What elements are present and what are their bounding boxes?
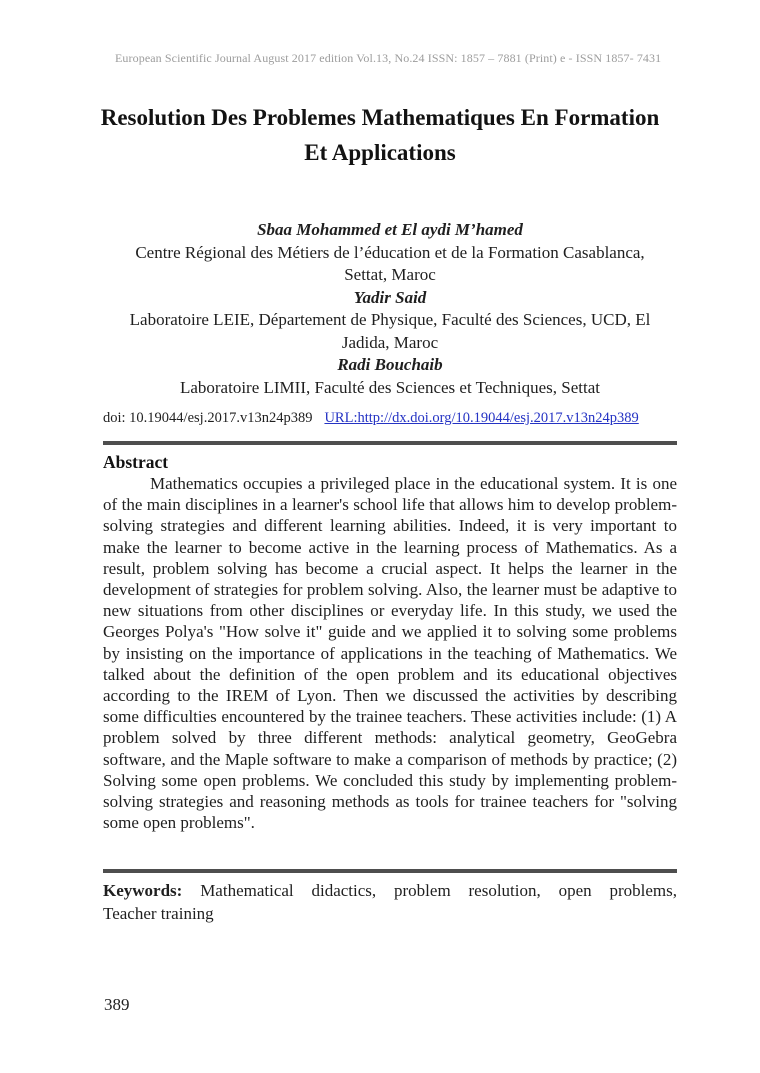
paper-title-line2: Et Applications: [304, 140, 456, 165]
authors-block: [103, 219, 677, 399]
divider-rule-top: [103, 441, 677, 445]
doi-line: [103, 410, 677, 427]
page-number: 389: [104, 995, 130, 1014]
author-affiliation: Jadida, Maroc: [341, 332, 439, 352]
author-affiliation: Laboratoire LEIE, Département de Physique, Faculté des Sciences, UCD, El: [129, 310, 651, 329]
author-affiliation: Centre Régional des Métiers de l’éducation et de la Formation Casablanca,: [135, 242, 645, 262]
abstract-text: Mathematics occupies a privileged place in the educational system. It is one of the main disciplines in a learner's school life that allows him to develop problem-solving strategies and different learning abilities. Indeed, it is very important to make the learner to become active in the learning process of Mathematics. As a result, problem solving has become a crucial aspect. It helps the learner in the development of strategies for problem solving. Also, the learner must be adaptive to new situations from other disciplines or everyday life. In this study, we used the Georges Polya's "How solve it" guide and we applied it to solving some problems by insisting on the importance of applications in the teaching of Mathematics. We talked about the definition of the open problem and its educational objectives according to the IREM of Lyon. Then we discussed the activities by describing some difficulties encountered by the trainee teachers. These activities include: (1) A problem solved by three different methods: analytical geometry, GeoGebra software, and the Maple software to make a comparison of methods by practice; (2) Solving some open problems. We concluded this study by implementing problem-solving strategies and reasoning methods as tools for trainee teachers for "solving some open problems".: [103, 474, 677, 833]
author-name: Sbaa Mohammed et El aydi M’hamed: [257, 220, 523, 239]
divider-rule-bottom: [103, 869, 677, 873]
author-affiliation: Settat, Maroc: [344, 265, 436, 284]
paper-title: [91, 100, 669, 170]
keywords-section: [103, 880, 677, 925]
abstract-heading: Abstract: [103, 452, 169, 472]
paper-title-line1: Resolution Des Problemes Mathematiques En Formation: [100, 105, 660, 130]
keywords-label: Keywords:: [103, 881, 183, 900]
keywords-line1: [103, 880, 677, 903]
doi-label: doi: 10.19044/esj.2017.v13n24p389: [103, 410, 313, 426]
doi-url-link[interactable]: URL:http://dx.doi.org/10.19044/esj.2017.v13n24p389: [324, 410, 639, 426]
journal-header-line: European Scientific Journal August 2017 edition Vol.13, No.24 ISSN: 1857 – 7881 (Print) e - ISSN 1857- 7431: [115, 51, 662, 65]
author-affiliation: Laboratoire LIMII, Faculté des Sciences et Techniques, Settat: [179, 377, 601, 397]
keywords-values: Mathematical didactics, problem resolution, open problems,: [200, 881, 678, 900]
author-name: Yadir Said: [353, 287, 427, 307]
keywords-line2: Teacher training: [103, 903, 214, 923]
author-name: Radi Bouchaib: [337, 355, 443, 374]
